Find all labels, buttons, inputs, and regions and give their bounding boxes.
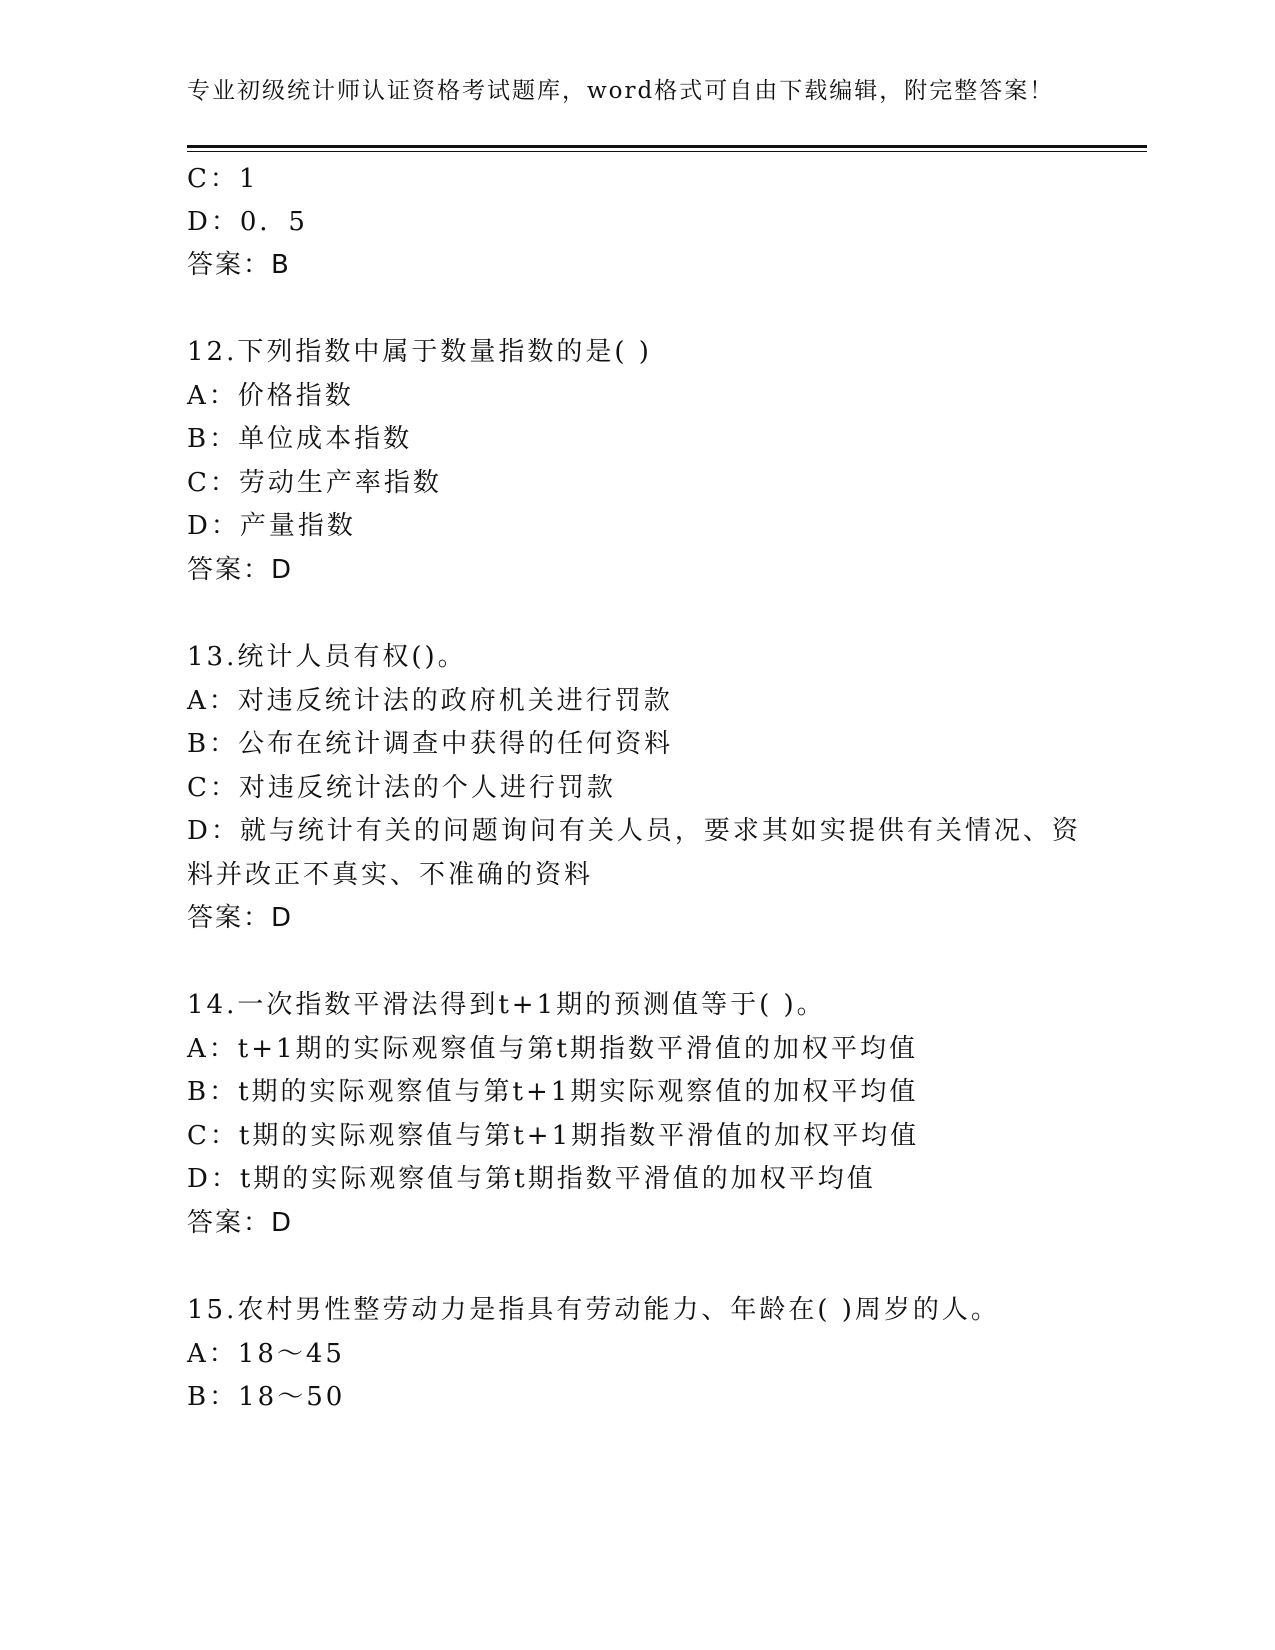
option-a-q13: A：对违反统计法的政府机关进行罚款 (187, 686, 673, 716)
option-d-q13: D：就与统计有关的问题询问有关人员，要求其如实提供有关情况、资 (187, 816, 1081, 846)
option-c-q14: C：t期的实际观察值与第t+1期指数平滑值的加权平均值 (187, 1121, 920, 1151)
option-c-q13: C：对违反统计法的个人进行罚款 (187, 773, 616, 803)
option-d-q13-continued: 料并改正不真实、不准确的资料 (187, 860, 594, 890)
option-b-q12: B：单位成本指数 (187, 424, 413, 454)
option-d-q14: D：t期的实际观察值与第t期指数平滑值的加权平均值 (187, 1164, 876, 1194)
option-d-q12: D：产量指数 (187, 511, 356, 541)
page-header: 专业初级统计师认证资格考试题库，word格式可自由下载编辑，附完整答案！ (187, 78, 1055, 104)
option-b-q15: B：18～50 (187, 1382, 346, 1412)
header-rule-thick (187, 145, 1147, 148)
question-15: 15.农村男性整劳动力是指具有劳动能力、年龄在( )周岁的人。 (187, 1295, 1000, 1325)
question-13: 13.统计人员有权()。 (187, 642, 467, 672)
option-a-q12: A：价格指数 (187, 381, 354, 411)
option-a-q14: A：t+1期的实际观察值与第t期指数平滑值的加权平均值 (187, 1034, 919, 1064)
answer-q11: 答案：B (187, 250, 291, 280)
question-12: 12.下列指数中属于数量指数的是( ) (187, 337, 652, 367)
question-14: 14.一次指数平滑法得到t+1期的预测值等于( )。 (187, 990, 826, 1020)
answer-q12: 答案：D (187, 555, 294, 585)
option-b-q13: B：公布在统计调查中获得的任何资料 (187, 729, 674, 759)
header-rule-thin (187, 151, 1147, 152)
option-b-q14: B：t期的实际观察值与第t+1期实际观察值的加权平均值 (187, 1077, 919, 1107)
answer-q14: 答案：D (187, 1208, 294, 1238)
option-a-q15: A：18～45 (187, 1339, 345, 1369)
answer-q13: 答案：D (187, 903, 294, 933)
option-d-q11: D：0．5 (187, 207, 308, 237)
option-c-q11: C：1 (187, 164, 259, 194)
option-c-q12: C：劳动生产率指数 (187, 468, 442, 498)
